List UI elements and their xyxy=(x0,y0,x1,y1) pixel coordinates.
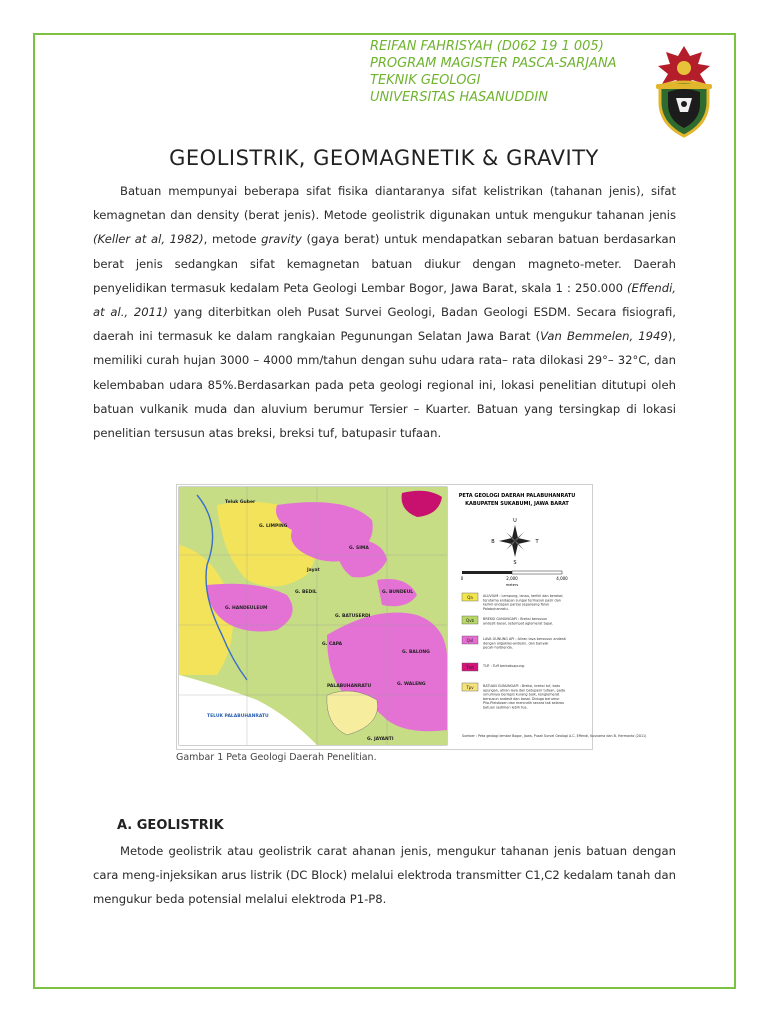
scale-label-2000: 2,000 xyxy=(506,576,518,581)
legend-description: LAVA GUNUNG API : Aliran lava bersusun andesit xyxy=(483,637,566,641)
legend-description: ALUVIUM : Lempung, lanau, kerikil dan kerakal; xyxy=(483,594,564,598)
legend-description: TUF : Tuff berbatuapung. xyxy=(483,664,526,668)
figure-caption: Gambar 1 Peta Geologi Daerah Penelitian. xyxy=(176,752,377,763)
map-source: Sumber : Peta geologi lembar Bogor, Jawa, Pusat Survei Geologi A.C. Effendi, Kusnama dan B. Hermanto (2011) xyxy=(462,734,647,738)
legend-description: Palabuhanratu. xyxy=(483,606,509,611)
geology-map-figure xyxy=(176,484,647,750)
legend-description: BATUAN GUNUNGAPI : Breksi, breksi tuf, batu xyxy=(483,684,561,688)
author-header xyxy=(370,38,640,106)
legend-description: bersusun andesit dan basal. Diduga berumur xyxy=(483,696,560,701)
map-legend xyxy=(462,593,567,710)
intro-text-2: , metode xyxy=(203,232,262,247)
scale-bar xyxy=(462,571,562,574)
place-label: G. JAYANTI xyxy=(367,737,394,742)
section-heading-geolistrik: A. GEOLISTRIK xyxy=(117,818,224,833)
geolistrik-paragraph xyxy=(93,839,676,912)
page-title: GEOLISTRIK, GEOMAGNETIK & GRAVITY xyxy=(169,146,599,170)
legend-code: Tmt xyxy=(466,664,474,670)
legend-description: kerikil endapan pantai sepanjang Teluk xyxy=(483,602,550,607)
legend-description: umumnya berlapis kurang baik, konglomerat xyxy=(483,692,560,697)
university-logo-icon xyxy=(648,40,720,140)
place-label: G. BEDIL xyxy=(295,590,317,595)
program-name: PROGRAM MAGISTER PASCA-SARJANA xyxy=(370,56,617,71)
legend-description: batuan sedimen lebih tua. xyxy=(483,705,528,710)
intro-text-5: ), memiliki curah hujan 3000 – 4000 mm/tahun dengan suhu udara rata– rata dilokasi 29°– 32°C, dan kelembaban udara 85%.Berdasarkan pada peta geologi regional ini, lokasi penelitian ditutupi oleh batuan vulkanik muda dan aluvium berumur Tersier – Kuarter. Batuan yang tersingkap di lokasi penelitian tersusun atas breksi, breksi tuf, batupasir tufaan. xyxy=(93,329,676,441)
map-subtitle: KABUPATEN SUKABUMI, JAWA BARAT xyxy=(465,501,569,507)
sea-label: TELUK PALABUHANRATU xyxy=(207,714,269,719)
gravity-term: gravity xyxy=(261,232,302,247)
intro-text-1: Batuan mempunyai beberapa sifat fisika diantaranya sifat kelistrikan (tahanan jenis), sifat kemagnetan dan density (berat jenis). Metode geolistrik digunakan untuk mengukur tahanan jenis xyxy=(93,184,676,223)
place-label: Jayat xyxy=(307,568,320,573)
legend-code: Qvb xyxy=(465,617,475,623)
compass-north: U xyxy=(513,518,517,524)
legend-code: Qa xyxy=(467,594,473,600)
citation-keller: (Keller at al, 1982) xyxy=(93,232,204,247)
intro-text-4: yang diterbitkan oleh Pusat Survei Geologi, Badan Geologi ESDM. Secara fisiografi, daerah ini termasuk ke dalam rangkaian Pegunungan Selatan Jawa Barat ( xyxy=(93,305,676,344)
place-label: G. CAPA xyxy=(322,642,343,647)
legend-description: andesit-basal, setempat aglomerat tapal. xyxy=(483,621,554,626)
place-label: G. BALONG xyxy=(402,650,430,655)
scale-unit: meters xyxy=(505,583,519,587)
legend-description: terutama endapan sungai termasuk pasir dan xyxy=(483,598,561,603)
legend-description: BREKSI GUNUNGAPI : Breksi bersusun xyxy=(483,617,548,621)
place-label: G. HANDEULEUM xyxy=(225,606,268,611)
intro-text-3: (gaya berat) untuk mendapatkan sebaran batuan berdasarkan berat jenis sedangkan sifat kemagnetan batuan diukur dengan magneto-meter. Daerah penyelidikan termasuk kedalam Peta Geologi Lembar Bogor, Jawa Barat, skala 1 : 250.000 xyxy=(93,232,676,295)
university-name: UNIVERSITAS HASANUDDIN xyxy=(370,90,548,105)
legend-description: apungan, aliran lava dan batupasir tufaan, pada xyxy=(483,688,566,693)
legend-code: Tpv xyxy=(466,684,474,690)
legend-description: dengan oligoklas-andesin, dan banyak xyxy=(483,641,549,646)
geolistrik-text: Metode geolistrik atau geolistrik carat ahanan jenis, mengukur tahanan jenis batuan dengan cara meng-injeksikan arus listrik (DC Block) melalui elektroda transmitter C1,C2 kedalam tanah dan mengukur beda potensial melalui elektroda P1-P8. xyxy=(93,844,676,907)
place-label: G. BATUSERDI xyxy=(335,614,371,619)
scale-label-4000: 4,000 xyxy=(556,576,568,581)
place-label: G. BUNDEUL xyxy=(382,590,414,595)
citation-effendi: (Effendi, at al., 2011) xyxy=(93,280,676,320)
citation-bemmelen: Van Bemmelen, 1949 xyxy=(540,329,668,344)
map-title: PETA GEOLOGI DAERAH PALABUHANRATU xyxy=(458,493,576,499)
legend-code: Qvl xyxy=(466,637,474,643)
place-label: PALABUHANRATU xyxy=(327,684,372,689)
compass-west: B xyxy=(491,539,495,545)
legend-description: Plio-Pleistosen dan menindih secara tak selaras xyxy=(483,701,564,706)
scale-label-0: 0 xyxy=(460,576,464,581)
place-label: Teluk Guber xyxy=(225,500,256,505)
intro-paragraph xyxy=(93,179,676,445)
place-label: G. SIMA xyxy=(349,546,369,551)
author-name: REIFAN FAHRISYAH (D062 19 1 005) xyxy=(370,39,604,54)
geology-map xyxy=(177,485,647,749)
place-label: G. WALENG xyxy=(397,682,426,687)
compass-icon xyxy=(499,525,531,557)
compass-east: T xyxy=(535,539,539,545)
department-name: TEKNIK GEOLOGI xyxy=(370,73,481,88)
legend-description: pecah-horblenda. xyxy=(483,645,513,650)
place-label: G. LIMPING xyxy=(259,524,288,529)
compass-south: S xyxy=(513,560,517,566)
